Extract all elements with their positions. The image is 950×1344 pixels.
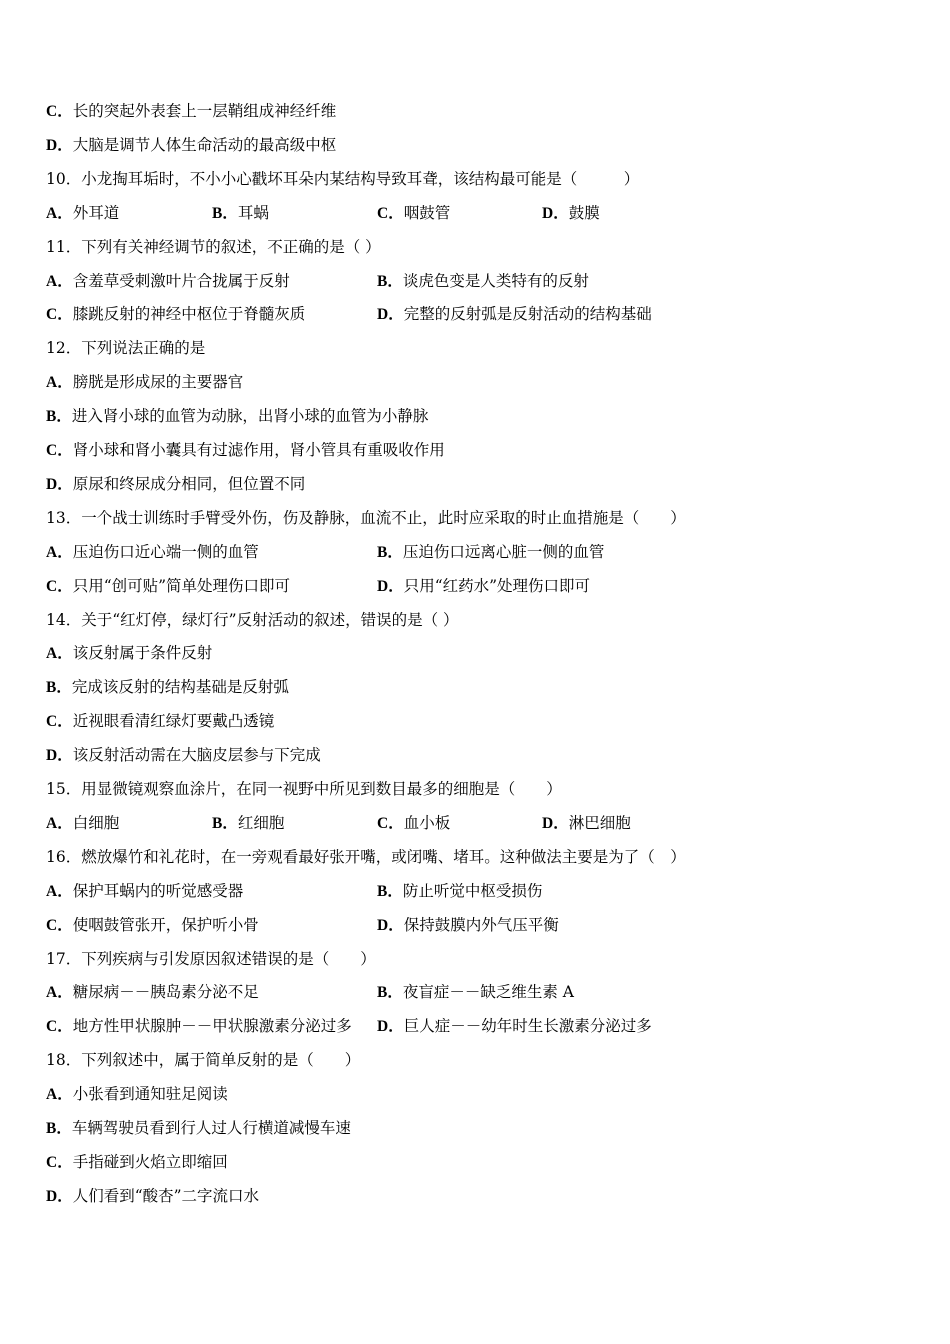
answer-option bbox=[46, 365, 243, 399]
option-text: 淋巴细胞 bbox=[568, 813, 631, 832]
option-label: C． bbox=[46, 577, 73, 595]
option-label: A． bbox=[46, 882, 73, 900]
options-row bbox=[46, 874, 906, 908]
option-label: C． bbox=[46, 442, 73, 459]
option-label: B． bbox=[212, 204, 238, 222]
option-text: 肾小球和肾小囊具有过滤作用，肾小管具有重吸收作用 bbox=[72, 441, 445, 459]
answer-option bbox=[46, 1077, 228, 1111]
option-label: D． bbox=[542, 814, 569, 832]
option-label: D． bbox=[46, 136, 73, 154]
options-row bbox=[46, 196, 906, 230]
option-text: 近视眼看清红绿灯要戴凸透镜 bbox=[72, 712, 275, 731]
question-stem: 10．小龙掏耳垢时，不小小心戳坏耳朵内某结构导致耳聋，该结构最可能是（ ） bbox=[46, 169, 640, 188]
answer-option bbox=[46, 1179, 259, 1213]
option-label: A． bbox=[46, 204, 73, 222]
option-label: D． bbox=[377, 916, 404, 934]
options-row bbox=[46, 806, 906, 840]
option-text: 使咽鼓管张开，保护听小骨 bbox=[72, 915, 259, 934]
option-text: 大脑是调节人体生命活动的最高级中枢 bbox=[72, 135, 337, 154]
option-text: 手指碰到火焰立即缩回 bbox=[72, 1152, 228, 1171]
option-text: 该反射属于条件反射 bbox=[72, 644, 213, 663]
answer-option bbox=[46, 874, 243, 909]
option-label: D． bbox=[377, 306, 404, 324]
option-text: 完整的反射弧是反射活动的结构基础 bbox=[403, 305, 652, 324]
answer-option bbox=[377, 196, 450, 231]
option-text: 鼓膜 bbox=[568, 203, 600, 222]
option-label: B． bbox=[46, 408, 72, 426]
option-text: 膝跳反射的神经中枢位于脊髓灰质 bbox=[72, 305, 306, 324]
options-row bbox=[46, 264, 906, 298]
option-text: 进入肾小球的血管为动脉，出肾小球的血管为小静脉 bbox=[71, 407, 429, 426]
option-text: 原尿和终尿成分相同，但位置不同 bbox=[72, 474, 306, 493]
option-text: 车辆驾驶员看到行人过人行横道减慢车速 bbox=[71, 1119, 351, 1137]
option-label: C． bbox=[377, 814, 404, 832]
question-stem: 11．下列有关神经调节的叙述，不正确的是（ ） bbox=[46, 237, 381, 256]
answer-option bbox=[377, 569, 590, 604]
options-row bbox=[46, 1009, 906, 1043]
option-label: B． bbox=[377, 984, 403, 1002]
answer-option bbox=[46, 1145, 228, 1179]
question-stem: 15．用显微镜观察血涂片，在同一视野中所见到数目最多的细胞是（ ） bbox=[46, 780, 562, 798]
answer-option bbox=[212, 196, 269, 231]
option-label: A． bbox=[46, 374, 73, 392]
option-text: 小张看到通知驻足阅读 bbox=[72, 1085, 228, 1104]
option-label: B． bbox=[212, 814, 238, 832]
question-stem: 14．关于“红灯停，绿灯行”反射活动的叙述，错误的是（ ） bbox=[46, 610, 459, 629]
option-text: 该反射活动需在大脑皮层参与下完成 bbox=[72, 746, 321, 765]
question-stem: 18．下列叙述中，属于简单反射的是（ ） bbox=[46, 1051, 361, 1070]
answer-option bbox=[377, 264, 589, 299]
answer-option bbox=[377, 975, 574, 1010]
option-label: A． bbox=[46, 814, 73, 832]
option-label: B． bbox=[377, 272, 403, 290]
answer-option bbox=[46, 1009, 352, 1044]
option-text: 血小板 bbox=[403, 813, 451, 832]
answer-option bbox=[46, 94, 336, 128]
answer-option bbox=[542, 196, 600, 231]
answer-option bbox=[46, 535, 259, 570]
option-label: D． bbox=[377, 577, 404, 595]
answer-option bbox=[377, 874, 542, 909]
question-stem: 16．燃放爆竹和礼花时，在一旁观看最好张开嘴，或闭嘴、堵耳。这种做法主要是为了（ ） bbox=[46, 847, 686, 866]
option-text: 保护耳蜗内的听觉感受器 bbox=[72, 881, 244, 900]
option-text: 咽鼓管 bbox=[403, 203, 451, 222]
answer-option bbox=[46, 196, 119, 231]
option-text: 压迫伤口远离心脏一侧的血管 bbox=[402, 542, 605, 561]
answer-option bbox=[46, 704, 274, 738]
option-text: 糖尿病－－胰岛素分泌不足 bbox=[72, 983, 259, 1002]
option-text: 含羞草受刺激叶片合拢属于反射 bbox=[72, 271, 290, 290]
option-label: D． bbox=[46, 1187, 73, 1205]
option-text: 防止听觉中枢受损伤 bbox=[402, 881, 543, 900]
option-text: 人们看到“酸杏”二字流口水 bbox=[72, 1186, 260, 1205]
answer-option bbox=[46, 908, 259, 943]
option-text: 白细胞 bbox=[72, 813, 120, 832]
answer-option bbox=[46, 399, 428, 433]
option-label: B． bbox=[46, 1120, 72, 1137]
option-text: 膀胱是形成尿的主要器官 bbox=[72, 373, 244, 392]
option-label: D． bbox=[377, 1018, 404, 1036]
option-label: A． bbox=[46, 1086, 73, 1104]
option-label: B． bbox=[377, 543, 403, 561]
option-text: 压迫伤口近心端一侧的血管 bbox=[72, 542, 259, 561]
question-stem: 13．一个战士训练时手臂受外伤，伤及静脉，血流不止，此时应采取的时止血措施是（ ） bbox=[46, 508, 686, 527]
options-row bbox=[46, 908, 906, 942]
option-label: D． bbox=[46, 475, 73, 493]
answer-option bbox=[46, 670, 289, 704]
option-label: B． bbox=[46, 679, 72, 697]
question-stem: 17．下列疾病与引发原因叙述错误的是（ ） bbox=[46, 949, 376, 968]
option-label: D． bbox=[542, 204, 569, 222]
option-text: 只用“创可贴”简单处理伤口即可 bbox=[72, 576, 291, 595]
answer-option bbox=[46, 569, 290, 604]
option-label: C． bbox=[46, 1153, 73, 1171]
option-label: A． bbox=[46, 984, 73, 1002]
answer-option bbox=[212, 806, 284, 841]
answer-option bbox=[46, 467, 305, 501]
option-label: A． bbox=[46, 645, 73, 663]
option-label: C． bbox=[46, 713, 73, 731]
answer-option bbox=[46, 264, 290, 299]
options-row bbox=[46, 297, 906, 331]
option-text: 保持鼓膜内外气压平衡 bbox=[403, 915, 559, 934]
options-row bbox=[46, 975, 906, 1009]
option-text: 巨人症－－幼年时生长激素分泌过多 bbox=[403, 1017, 652, 1036]
option-text: 长的突起外表套上一层鞘组成神经纤维 bbox=[72, 102, 337, 120]
option-text: 红细胞 bbox=[237, 813, 285, 832]
option-label: C． bbox=[46, 1018, 73, 1036]
option-text: 完成该反射的结构基础是反射弧 bbox=[71, 678, 289, 697]
options-row bbox=[46, 569, 906, 603]
option-label: A． bbox=[46, 272, 73, 290]
answer-option bbox=[377, 806, 450, 841]
answer-option bbox=[46, 128, 336, 162]
answer-option bbox=[46, 636, 212, 670]
answer-option bbox=[377, 1009, 652, 1044]
option-label: C． bbox=[46, 103, 73, 120]
option-label: D． bbox=[46, 747, 73, 765]
option-text: 耳蜗 bbox=[237, 203, 269, 222]
answer-option bbox=[377, 297, 652, 332]
options-row bbox=[46, 535, 906, 569]
answer-option bbox=[542, 806, 631, 841]
option-text: 地方性甲状腺肿－－甲状腺激素分泌过多 bbox=[72, 1017, 352, 1036]
option-text: 谈虎色变是人类特有的反射 bbox=[402, 271, 589, 290]
answer-option bbox=[46, 738, 321, 772]
option-label: C． bbox=[377, 204, 404, 222]
answer-option bbox=[46, 297, 305, 332]
answer-option bbox=[377, 535, 604, 570]
option-text: 外耳道 bbox=[72, 203, 120, 222]
answer-option bbox=[46, 1111, 351, 1145]
answer-option bbox=[46, 806, 119, 841]
question-stem: 12．下列说法正确的是 bbox=[46, 339, 206, 358]
option-text: 夜盲症－－缺乏维生素 A bbox=[402, 983, 574, 1002]
answer-option bbox=[46, 433, 445, 467]
option-label: B． bbox=[377, 882, 403, 900]
option-text: 只用“红药水”处理伤口即可 bbox=[403, 576, 591, 595]
option-label: C． bbox=[46, 916, 73, 934]
option-label: A． bbox=[46, 543, 73, 561]
answer-option bbox=[46, 975, 259, 1010]
answer-option bbox=[377, 908, 559, 943]
option-label: C． bbox=[46, 306, 73, 324]
